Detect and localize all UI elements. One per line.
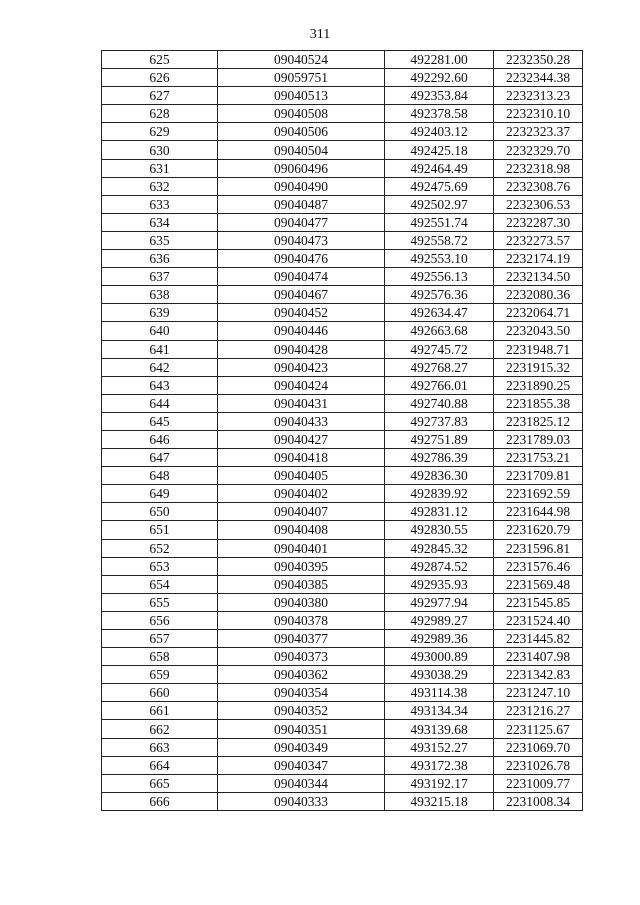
point-id-cell: 09040378 [218, 611, 385, 629]
point-id-cell: 09040373 [218, 648, 385, 666]
point-number-cell: 654 [102, 575, 218, 593]
table-row [102, 159, 583, 177]
y-coordinate-cell: 2232287.30 [494, 213, 583, 231]
point-id-cell: 09040428 [218, 340, 385, 358]
table-row [102, 430, 583, 448]
y-coordinate-cell: 2232174.19 [494, 250, 583, 268]
table-row [102, 521, 583, 539]
x-coordinate-cell: 493134.34 [385, 702, 494, 720]
point-id-cell: 09040402 [218, 485, 385, 503]
table-row [102, 105, 583, 123]
point-id-cell: 09040401 [218, 539, 385, 557]
y-coordinate-cell: 2231709.81 [494, 467, 583, 485]
point-number-cell: 641 [102, 340, 218, 358]
y-coordinate-cell: 2231915.32 [494, 358, 583, 376]
point-number-cell: 643 [102, 376, 218, 394]
x-coordinate-cell: 492768.27 [385, 358, 494, 376]
point-number-cell: 638 [102, 286, 218, 304]
y-coordinate-cell: 2232318.98 [494, 159, 583, 177]
table-row [102, 593, 583, 611]
table-row [102, 177, 583, 195]
point-id-cell: 09040487 [218, 195, 385, 213]
point-number-cell: 663 [102, 738, 218, 756]
x-coordinate-cell: 493038.29 [385, 666, 494, 684]
x-coordinate-cell: 492353.84 [385, 87, 494, 105]
point-id-cell: 09040504 [218, 141, 385, 159]
x-coordinate-cell: 492740.88 [385, 394, 494, 412]
x-coordinate-cell: 492553.10 [385, 250, 494, 268]
point-id-cell: 09040446 [218, 322, 385, 340]
x-coordinate-cell: 492766.01 [385, 376, 494, 394]
point-id-cell: 09040347 [218, 756, 385, 774]
table-row [102, 756, 583, 774]
table-row [102, 485, 583, 503]
y-coordinate-cell: 2231644.98 [494, 503, 583, 521]
point-number-cell: 625 [102, 51, 218, 69]
y-coordinate-cell: 2231596.81 [494, 539, 583, 557]
point-number-cell: 655 [102, 593, 218, 611]
table-row [102, 394, 583, 412]
point-number-cell: 647 [102, 449, 218, 467]
x-coordinate-cell: 492663.68 [385, 322, 494, 340]
x-coordinate-cell: 492845.32 [385, 539, 494, 557]
x-coordinate-cell: 492737.83 [385, 412, 494, 430]
point-number-cell: 626 [102, 69, 218, 87]
y-coordinate-cell: 2231753.21 [494, 449, 583, 467]
point-id-cell: 09040344 [218, 774, 385, 792]
point-id-cell: 09040431 [218, 394, 385, 412]
x-coordinate-cell: 492558.72 [385, 231, 494, 249]
x-coordinate-cell: 492831.12 [385, 503, 494, 521]
x-coordinate-cell: 493172.38 [385, 756, 494, 774]
table-row [102, 231, 583, 249]
point-id-cell: 09040377 [218, 630, 385, 648]
x-coordinate-cell: 492292.60 [385, 69, 494, 87]
point-number-cell: 644 [102, 394, 218, 412]
point-number-cell: 628 [102, 105, 218, 123]
table-row [102, 340, 583, 358]
y-coordinate-cell: 2231855.38 [494, 394, 583, 412]
table-row [102, 51, 583, 69]
point-number-cell: 665 [102, 774, 218, 792]
table-row [102, 195, 583, 213]
point-id-cell: 09040508 [218, 105, 385, 123]
point-id-cell: 09040349 [218, 738, 385, 756]
y-coordinate-cell: 2231545.85 [494, 593, 583, 611]
y-coordinate-cell: 2231407.98 [494, 648, 583, 666]
point-id-cell: 09040473 [218, 231, 385, 249]
y-coordinate-cell: 2231948.71 [494, 340, 583, 358]
point-id-cell: 09040467 [218, 286, 385, 304]
point-number-cell: 631 [102, 159, 218, 177]
y-coordinate-cell: 2231026.78 [494, 756, 583, 774]
point-number-cell: 630 [102, 141, 218, 159]
point-number-cell: 648 [102, 467, 218, 485]
point-number-cell: 634 [102, 213, 218, 231]
x-coordinate-cell: 492475.69 [385, 177, 494, 195]
y-coordinate-cell: 2232043.50 [494, 322, 583, 340]
table-row [102, 141, 583, 159]
x-coordinate-cell: 492989.27 [385, 611, 494, 629]
table-row [102, 268, 583, 286]
point-number-cell: 629 [102, 123, 218, 141]
page-number: 311 [309, 27, 331, 42]
y-coordinate-cell: 2231524.40 [494, 611, 583, 629]
y-coordinate-cell: 2231008.34 [494, 792, 583, 810]
x-coordinate-cell: 492989.36 [385, 630, 494, 648]
x-coordinate-cell: 492378.58 [385, 105, 494, 123]
x-coordinate-cell: 492836.30 [385, 467, 494, 485]
y-coordinate-cell: 2232350.28 [494, 51, 583, 69]
point-number-cell: 664 [102, 756, 218, 774]
point-id-cell: 09040408 [218, 521, 385, 539]
table-row [102, 611, 583, 629]
y-coordinate-cell: 2231825.12 [494, 412, 583, 430]
y-coordinate-cell: 2232313.23 [494, 87, 583, 105]
x-coordinate-cell: 493152.27 [385, 738, 494, 756]
point-number-cell: 658 [102, 648, 218, 666]
point-id-cell: 09040362 [218, 666, 385, 684]
y-coordinate-cell: 2231216.27 [494, 702, 583, 720]
table-row [102, 467, 583, 485]
y-coordinate-cell: 2232080.36 [494, 286, 583, 304]
y-coordinate-cell: 2231247.10 [494, 684, 583, 702]
table-row [102, 720, 583, 738]
table-row [102, 213, 583, 231]
table-row [102, 575, 583, 593]
point-number-cell: 635 [102, 231, 218, 249]
point-id-cell: 09040351 [218, 720, 385, 738]
table-row [102, 630, 583, 648]
y-coordinate-cell: 2231890.25 [494, 376, 583, 394]
y-coordinate-cell: 2231069.70 [494, 738, 583, 756]
table-row [102, 376, 583, 394]
point-id-cell: 09040490 [218, 177, 385, 195]
y-coordinate-cell: 2231789.03 [494, 430, 583, 448]
x-coordinate-cell: 492634.47 [385, 304, 494, 322]
x-coordinate-cell: 492977.94 [385, 593, 494, 611]
y-coordinate-cell: 2231692.59 [494, 485, 583, 503]
point-id-cell: 09040405 [218, 467, 385, 485]
point-number-cell: 656 [102, 611, 218, 629]
x-coordinate-cell: 493000.89 [385, 648, 494, 666]
table-row [102, 322, 583, 340]
point-number-cell: 649 [102, 485, 218, 503]
table-row [102, 286, 583, 304]
x-coordinate-cell: 492556.13 [385, 268, 494, 286]
y-coordinate-cell: 2231009.77 [494, 774, 583, 792]
x-coordinate-cell: 492403.12 [385, 123, 494, 141]
table-row [102, 250, 583, 268]
point-number-cell: 666 [102, 792, 218, 810]
y-coordinate-cell: 2231342.83 [494, 666, 583, 684]
x-coordinate-cell: 492786.39 [385, 449, 494, 467]
point-id-cell: 09040354 [218, 684, 385, 702]
point-id-cell: 09040352 [218, 702, 385, 720]
table-row [102, 304, 583, 322]
x-coordinate-cell: 493114.38 [385, 684, 494, 702]
x-coordinate-cell: 492425.18 [385, 141, 494, 159]
point-number-cell: 650 [102, 503, 218, 521]
table-row [102, 449, 583, 467]
point-id-cell: 09040477 [218, 213, 385, 231]
point-number-cell: 639 [102, 304, 218, 322]
point-number-cell: 640 [102, 322, 218, 340]
y-coordinate-cell: 2231569.48 [494, 575, 583, 593]
point-number-cell: 651 [102, 521, 218, 539]
x-coordinate-cell: 492751.89 [385, 430, 494, 448]
x-coordinate-cell: 492576.36 [385, 286, 494, 304]
table-row [102, 702, 583, 720]
y-coordinate-cell: 2232308.76 [494, 177, 583, 195]
point-id-cell: 09040476 [218, 250, 385, 268]
x-coordinate-cell: 492551.74 [385, 213, 494, 231]
point-id-cell: 09040424 [218, 376, 385, 394]
point-id-cell: 09059751 [218, 69, 385, 87]
point-number-cell: 636 [102, 250, 218, 268]
point-id-cell: 09040452 [218, 304, 385, 322]
table-row [102, 412, 583, 430]
point-number-cell: 652 [102, 539, 218, 557]
table-row [102, 792, 583, 810]
y-coordinate-cell: 2232134.50 [494, 268, 583, 286]
y-coordinate-cell: 2232323.37 [494, 123, 583, 141]
table-row [102, 666, 583, 684]
x-coordinate-cell: 492464.49 [385, 159, 494, 177]
point-number-cell: 632 [102, 177, 218, 195]
y-coordinate-cell: 2232310.10 [494, 105, 583, 123]
point-number-cell: 637 [102, 268, 218, 286]
point-number-cell: 659 [102, 666, 218, 684]
y-coordinate-cell: 2231620.79 [494, 521, 583, 539]
x-coordinate-cell: 493215.18 [385, 792, 494, 810]
point-number-cell: 662 [102, 720, 218, 738]
point-id-cell: 09040380 [218, 593, 385, 611]
table-row [102, 123, 583, 141]
table-row [102, 738, 583, 756]
table-row [102, 539, 583, 557]
x-coordinate-cell: 492502.97 [385, 195, 494, 213]
x-coordinate-cell: 493192.17 [385, 774, 494, 792]
point-id-cell: 09040427 [218, 430, 385, 448]
x-coordinate-cell: 492935.93 [385, 575, 494, 593]
point-id-cell: 09040333 [218, 792, 385, 810]
point-id-cell: 09040385 [218, 575, 385, 593]
point-id-cell: 09040423 [218, 358, 385, 376]
y-coordinate-cell: 2232344.38 [494, 69, 583, 87]
point-number-cell: 657 [102, 630, 218, 648]
y-coordinate-cell: 2231576.46 [494, 557, 583, 575]
point-id-cell: 09040513 [218, 87, 385, 105]
table-row [102, 503, 583, 521]
table-row [102, 648, 583, 666]
coordinates-table [101, 50, 583, 811]
table-row [102, 774, 583, 792]
table-row [102, 557, 583, 575]
y-coordinate-cell: 2232064.71 [494, 304, 583, 322]
point-id-cell: 09040418 [218, 449, 385, 467]
x-coordinate-cell: 493139.68 [385, 720, 494, 738]
x-coordinate-cell: 492839.92 [385, 485, 494, 503]
point-number-cell: 660 [102, 684, 218, 702]
point-number-cell: 627 [102, 87, 218, 105]
point-number-cell: 653 [102, 557, 218, 575]
point-id-cell: 09040474 [218, 268, 385, 286]
y-coordinate-cell: 2231445.82 [494, 630, 583, 648]
table-row [102, 684, 583, 702]
y-coordinate-cell: 2232273.57 [494, 231, 583, 249]
point-number-cell: 661 [102, 702, 218, 720]
table-body [102, 51, 583, 811]
point-id-cell: 09040433 [218, 412, 385, 430]
point-id-cell: 09040524 [218, 51, 385, 69]
point-id-cell: 09060496 [218, 159, 385, 177]
y-coordinate-cell: 2232329.70 [494, 141, 583, 159]
point-id-cell: 09040395 [218, 557, 385, 575]
x-coordinate-cell: 492830.55 [385, 521, 494, 539]
y-coordinate-cell: 2232306.53 [494, 195, 583, 213]
x-coordinate-cell: 492281.00 [385, 51, 494, 69]
point-number-cell: 645 [102, 412, 218, 430]
point-id-cell: 09040506 [218, 123, 385, 141]
point-number-cell: 633 [102, 195, 218, 213]
y-coordinate-cell: 2231125.67 [494, 720, 583, 738]
point-id-cell: 09040407 [218, 503, 385, 521]
point-number-cell: 646 [102, 430, 218, 448]
point-number-cell: 642 [102, 358, 218, 376]
table-row [102, 87, 583, 105]
x-coordinate-cell: 492874.52 [385, 557, 494, 575]
table-row [102, 69, 583, 87]
x-coordinate-cell: 492745.72 [385, 340, 494, 358]
table-row [102, 358, 583, 376]
